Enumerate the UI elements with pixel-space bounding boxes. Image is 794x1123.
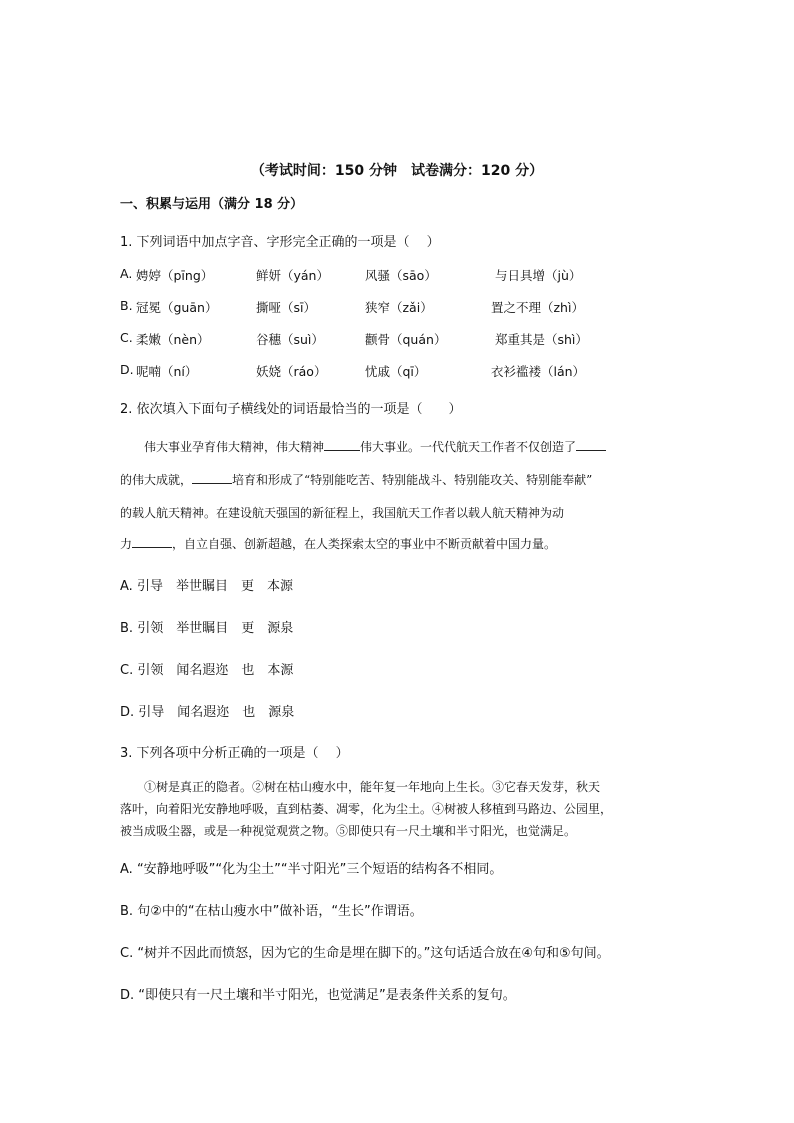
q3-passage-line-1: ①树是真正的隐者。②树在枯山瘦水中，能年复一年地向上生长。③它春天发芽，秋天 xyxy=(144,780,601,794)
q2-option-a xyxy=(120,575,293,594)
exam-time-info: （考试时间：150 分钟 试卷满分：120 分） xyxy=(250,163,544,179)
q1-option-d-word-2: 妖娆（ráo） xyxy=(256,364,327,379)
option-text: 引领 闻名遐迩 也 本源 xyxy=(137,663,294,678)
option-label: C. xyxy=(120,663,134,678)
q1-option-a-word-3: 风骚（sāo） xyxy=(365,268,437,283)
q2-passage-text: 的载人航天精神。在建设航天强国的新征程上，我国航天工作者以载人航天精神为动 xyxy=(120,506,565,520)
q2-option-c xyxy=(120,659,293,678)
q1-option-a-word-4: 与日具增（jù） xyxy=(495,268,582,283)
q2-passage-text: 的伟大成就， xyxy=(120,473,193,487)
q3-option-a xyxy=(120,858,502,877)
fill-blank xyxy=(132,535,172,548)
q1-option-c-word-3: 颧骨（quán） xyxy=(365,332,447,347)
q2-passage-text: 伟大事业孕育伟大精神，伟大精神 xyxy=(144,440,325,454)
q1-option-b-label: B. xyxy=(120,298,133,313)
option-text: “树并不因此而愤怒，因为它的生命是埋在脚下的。”这句话适合放在④句和⑤句间。 xyxy=(137,946,610,961)
q1-option-b-word-3: 狭窄（zǎi） xyxy=(365,300,433,315)
option-label: A. xyxy=(120,579,133,594)
option-label: B. xyxy=(120,904,134,919)
q2-passage-text: 力 xyxy=(120,537,133,551)
option-label: D. xyxy=(120,705,135,720)
q2-passage-text: 伟大事业。一代代航天工作者不仅创造了 xyxy=(360,440,577,454)
q1-option-c-word-2: 谷穗（suì） xyxy=(256,332,324,347)
q2-passage-text: 培育和形成了“特别能吃苦、特别能战斗、特别能攻关、特别能奉献” xyxy=(232,473,593,487)
q1-option-b-word-1: 冠冕（guān） xyxy=(136,300,218,315)
fill-blank xyxy=(576,438,606,451)
section-title: 一、积累与运用（满分 18 分） xyxy=(120,197,304,212)
q1-option-b-word-2: 撕哑（sī） xyxy=(256,300,316,315)
q1-option-d-word-1: 呢喃（ní） xyxy=(136,364,198,379)
fill-blank xyxy=(192,471,232,484)
q2-passage-line-2 xyxy=(120,471,592,488)
option-text: 引领 举世瞩目 更 源泉 xyxy=(137,621,294,636)
q3-option-d xyxy=(120,984,516,1003)
q3-passage-line-2: 落叶，向着阳光安静地呼吸，直到枯萎、凋零，化为尘土。④树被人移植到马路边、公园里， xyxy=(120,802,613,816)
option-label: A. xyxy=(120,862,133,877)
q1-option-c-word-1: 柔嫩（nèn） xyxy=(136,332,210,347)
q2-option-b xyxy=(120,617,293,636)
question-2-stem: 2. 依次填入下面句子横线处的词语最恰当的一项是（ ） xyxy=(120,402,462,417)
q1-option-d-label: D. xyxy=(120,362,134,377)
q2-passage-line-3 xyxy=(120,504,564,521)
option-text: 引导 闻名遐迩 也 源泉 xyxy=(138,705,295,720)
q3-option-c xyxy=(120,942,610,961)
question-1-stem: 1. 下列词语中加点字音、字形完全正确的一项是（ ） xyxy=(120,235,440,250)
q3-passage-line-3: 被当成吸尘器，或是一种视觉观赏之物。⑤即使只有一尺土壤和半寸阳光，也觉满足。 xyxy=(120,824,577,838)
q2-option-d xyxy=(120,701,294,720)
option-text: “即使只有一尺土壤和半寸阳光，也觉满足”是表条件关系的复句。 xyxy=(138,988,516,1003)
question-3-stem: 3. 下列各项中分析正确的一项是（ ） xyxy=(120,746,349,761)
q2-passage-line-4 xyxy=(120,535,556,552)
option-text: 引导 举世瞩目 更 本源 xyxy=(136,579,293,594)
q2-passage-text: ，自立自强、创新超越，在人类探索太空的事业中不断贡献着中国力量。 xyxy=(172,537,557,551)
q2-passage-line-1 xyxy=(144,438,606,455)
q1-option-c-word-4: 郑重其是（shì） xyxy=(495,332,588,347)
q1-option-a-word-2: 鲜妍（yán） xyxy=(256,268,329,283)
q1-option-a-word-1: 娉婷（pīng） xyxy=(136,268,214,283)
option-text: “安静地呼吸”“化为尘土”“半寸阳光”三个短语的结构各不相同。 xyxy=(136,862,503,877)
q1-option-a-label: A. xyxy=(120,266,133,281)
option-text: 句②中的“在枯山瘦水中”做补语，“生长”作谓语。 xyxy=(137,904,423,919)
option-label: B. xyxy=(120,621,134,636)
fill-blank xyxy=(324,438,360,451)
q1-option-d-word-3: 忧戚（qī） xyxy=(365,364,427,379)
option-label: D. xyxy=(120,988,135,1003)
q1-option-c-label: C. xyxy=(120,330,133,345)
q1-option-b-word-4: 置之不理（zhì） xyxy=(491,300,584,315)
q1-option-d-word-4: 衣衫褴褛（lán） xyxy=(491,364,586,379)
option-label: C. xyxy=(120,946,134,961)
q3-option-b xyxy=(120,900,423,919)
